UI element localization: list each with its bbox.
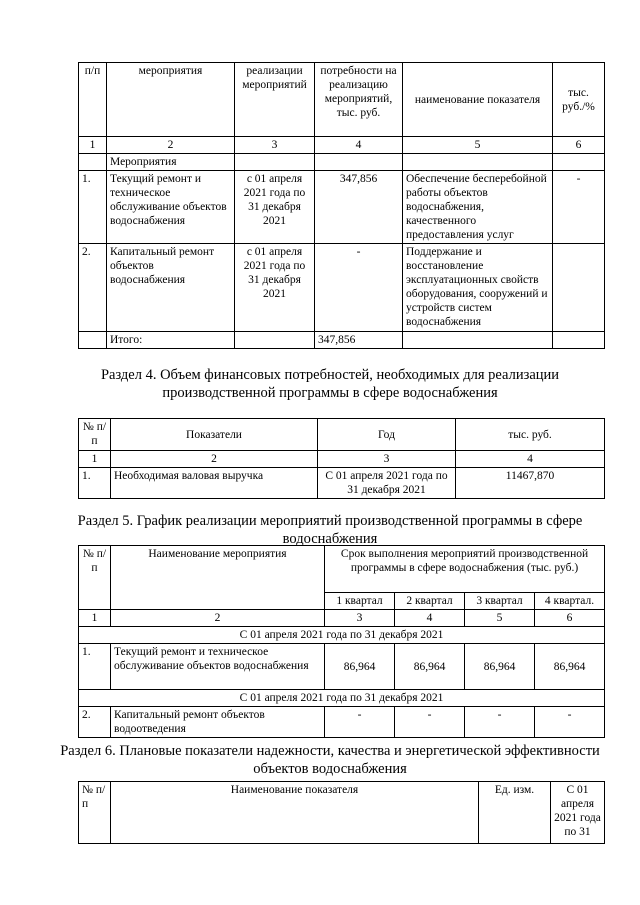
measure-value: - bbox=[553, 171, 605, 244]
quarter-value: - bbox=[395, 707, 465, 738]
quarter-value: - bbox=[535, 707, 605, 738]
column-number-row bbox=[79, 137, 605, 154]
col-num: 1 bbox=[79, 137, 107, 154]
header-year: Год bbox=[318, 419, 456, 451]
quarter-value: - bbox=[325, 707, 395, 738]
column-number-row bbox=[79, 451, 605, 468]
header-thousand-rub: тыс. руб. bbox=[456, 419, 605, 451]
period-row bbox=[79, 627, 605, 644]
section-row bbox=[79, 154, 605, 171]
measure-name: Капитальный ремонт объектов водоотведения bbox=[111, 707, 325, 738]
header-measure-name: Наименование мероприятия bbox=[111, 546, 325, 610]
measure-period: с 01 апреля 2021 года по 31 декабря 2021 bbox=[235, 171, 315, 244]
quarter-header: 2 квартал bbox=[395, 593, 465, 610]
indicator-year: С 01 апреля 2021 года по 31 декабря 2021 bbox=[318, 468, 456, 499]
header-needs: потребности на реализацию мероприятий, тыс. руб. bbox=[315, 63, 403, 137]
col-num: 3 bbox=[235, 137, 315, 154]
reliability-table bbox=[78, 781, 605, 844]
header-indicator-name: Наименование показателя bbox=[111, 782, 479, 844]
header-deadline: Срок выполнения мероприятий производственной программы в сфере водоснабжения (тыс. руб.) bbox=[325, 546, 605, 593]
col-num: 2 bbox=[111, 610, 325, 627]
quarter-header: 1 квартал bbox=[325, 593, 395, 610]
col-num: 3 bbox=[318, 451, 456, 468]
row-number: 1. bbox=[79, 171, 107, 244]
measure-period: с 01 апреля 2021 года по 31 декабря 2021 bbox=[235, 244, 315, 332]
header-number: п/п bbox=[79, 63, 107, 137]
measure-amount: - bbox=[315, 244, 403, 332]
indicator-value: 11467,870 bbox=[456, 468, 605, 499]
col-num: 1 bbox=[79, 451, 111, 468]
section-label: Мероприятия bbox=[107, 154, 235, 171]
quarter-header: 3 квартал bbox=[465, 593, 535, 610]
section5-title: Раздел 5. График реализации мероприятий производственной программы в сфере водоснабжения bbox=[77, 513, 583, 547]
measure-value bbox=[553, 244, 605, 332]
col-num: 4 bbox=[395, 610, 465, 627]
schedule-table bbox=[78, 545, 605, 738]
period-label: С 01 апреля 2021 года по 31 декабря 2021 bbox=[79, 690, 605, 707]
measure-name: Текущий ремонт и техническое обслуживание объектов водоснабжения bbox=[111, 644, 325, 690]
col-num: 4 bbox=[315, 137, 403, 154]
table-row bbox=[79, 468, 605, 499]
total-amount: 347,856 bbox=[315, 332, 403, 349]
quarter-value: 86,964 bbox=[325, 644, 395, 690]
period-row bbox=[79, 690, 605, 707]
column-number-row bbox=[79, 610, 605, 627]
row-number: 2. bbox=[79, 707, 111, 738]
quarter-header: 4 квартал. bbox=[535, 593, 605, 610]
header-number: № п/п bbox=[79, 546, 111, 610]
measure-name: Капитальный ремонт объектов водоснабжения bbox=[107, 244, 235, 332]
measure-amount: 347,856 bbox=[315, 171, 403, 244]
table-row bbox=[79, 244, 605, 332]
col-num: 2 bbox=[107, 137, 235, 154]
header-indicator-name: наименование показателя bbox=[403, 63, 553, 137]
row-number: 1. bbox=[79, 644, 111, 690]
table-row bbox=[79, 171, 605, 244]
measure-indicator: Обеспечение бесперебойной работы объектов водоснабжения, качественного предоставления услуг bbox=[403, 171, 553, 244]
section6-title: Раздел 6. Плановые показатели надежности, качества и энергетической эффективности объектов водоснабжения bbox=[60, 743, 600, 777]
financial-needs-table bbox=[78, 418, 605, 499]
header-unit: тыс. руб./% bbox=[553, 63, 605, 137]
measures-table bbox=[78, 62, 605, 349]
quarter-value: 86,964 bbox=[395, 644, 465, 690]
table-row bbox=[79, 707, 605, 738]
quarter-value: 86,964 bbox=[465, 644, 535, 690]
col-num: 6 bbox=[535, 610, 605, 627]
total-row bbox=[79, 332, 605, 349]
header-measures: мероприятия bbox=[107, 63, 235, 137]
col-num: 6 bbox=[553, 137, 605, 154]
measure-indicator: Поддержание и восстановление эксплуатационных свойств оборудования, сооружений и устройств систем водоснабжения bbox=[403, 244, 553, 332]
header-indicators: Показатели bbox=[111, 419, 318, 451]
indicator-name: Необходимая валовая выручка bbox=[111, 468, 318, 499]
total-label: Итого: bbox=[107, 332, 235, 349]
col-num: 4 bbox=[456, 451, 605, 468]
row-number: 1. bbox=[79, 468, 111, 499]
col-num: 5 bbox=[403, 137, 553, 154]
header-number: № п/п bbox=[79, 419, 111, 451]
quarter-value: - bbox=[465, 707, 535, 738]
header-unit: Ед. изм. bbox=[479, 782, 551, 844]
period-label: С 01 апреля 2021 года по 31 декабря 2021 bbox=[79, 627, 605, 644]
col-num: 5 bbox=[465, 610, 535, 627]
col-num: 3 bbox=[325, 610, 395, 627]
header-implementation: реализации мероприятий bbox=[235, 63, 315, 137]
col-num: 1 bbox=[79, 610, 111, 627]
row-number: 2. bbox=[79, 244, 107, 332]
section4-title: Раздел 4. Объем финансовых потребностей, необходимых для реализации производственной программы в сфере водоснабжения bbox=[100, 367, 560, 401]
header-period: С 01 апреля 2021 года по 31 bbox=[551, 782, 605, 844]
table-row bbox=[79, 644, 605, 690]
header-number: № п/п bbox=[79, 782, 111, 844]
col-num: 2 bbox=[111, 451, 318, 468]
quarter-value: 86,964 bbox=[535, 644, 605, 690]
measure-name: Текущий ремонт и техническое обслуживание объектов водоснабжения bbox=[107, 171, 235, 244]
